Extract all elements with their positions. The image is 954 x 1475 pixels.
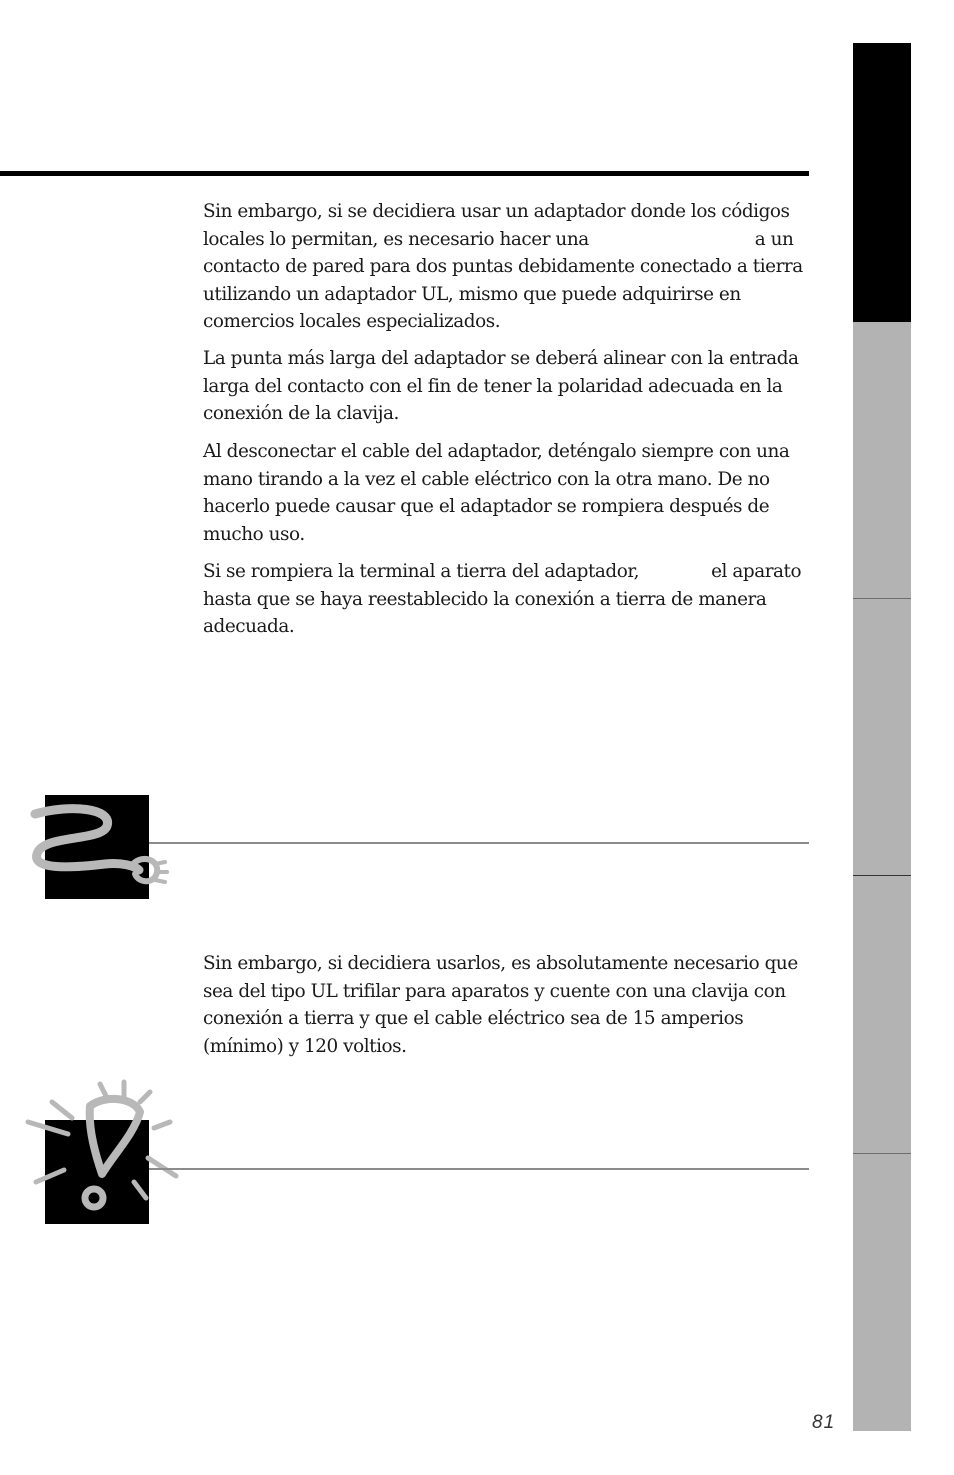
text-line: sea del tipo UL trifilar para aparatos y cuente con una clavija con xyxy=(203,980,786,1002)
text-line: utilizando un adaptador UL, mismo que puede adquirirse en xyxy=(203,283,741,305)
text-line: mano tirando a la vez el cable eléctrico con la otra mano. De no xyxy=(203,468,770,490)
section-tab-2 xyxy=(853,322,911,598)
text-line xyxy=(203,558,813,586)
extension-cord-paragraph xyxy=(203,950,813,1060)
section-tab-4 xyxy=(853,876,911,1153)
section-divider xyxy=(149,1168,809,1170)
text-line: hasta que se haya reestablecido la conexión a tierra de manera xyxy=(203,588,767,610)
adapter-paragraph xyxy=(203,198,813,336)
text-fragment: a un xyxy=(754,228,794,250)
text-line xyxy=(203,226,813,254)
ground-break-paragraph xyxy=(203,558,813,641)
text-line: Al desconectar el cable del adaptador, deténgalo siempre con una xyxy=(203,441,790,462)
section-tab-active xyxy=(853,43,911,322)
text-fragment: el aparato xyxy=(711,561,802,582)
page-number: 81 xyxy=(812,1412,836,1433)
text-line: larga del contacto con el fin de tener la polaridad adecuada en la xyxy=(203,375,783,397)
polarity-paragraph xyxy=(203,345,813,428)
text-line: Sin embargo, si se decidiera usar un adaptador donde los códigos xyxy=(203,201,790,222)
section-top-rule xyxy=(0,171,809,176)
text-line: hacerlo puede causar que el adaptador se rompiera después de xyxy=(203,496,770,518)
disconnect-paragraph xyxy=(203,438,813,548)
section-divider xyxy=(149,842,809,844)
text-line: conexión a tierra y que el cable eléctrico sea de 15 amperios xyxy=(203,1008,744,1030)
extension-cord-icon xyxy=(25,800,175,895)
text-fragment: Si se rompiera la terminal a tierra del adaptador, xyxy=(203,561,640,582)
text-line: conexión de la clavija. xyxy=(203,403,399,425)
text-line: adecuada. xyxy=(203,616,295,638)
text-line: (mínimo) y 120 voltios. xyxy=(203,1035,407,1057)
exclamation-icon xyxy=(22,1078,182,1220)
text-line: Sin embargo, si decidiera usarlos, es absolutamente necesario que xyxy=(203,953,798,974)
section-tab-3 xyxy=(853,599,911,875)
section-tab-5 xyxy=(853,1154,911,1431)
text-line: mucho uso. xyxy=(203,523,305,545)
text-line: comercios locales especializados. xyxy=(203,311,501,333)
text-line: La punta más larga del adaptador se deberá alinear con la entrada xyxy=(203,348,799,369)
text-fragment: locales lo permitan, es necesario hacer una xyxy=(203,228,589,250)
text-line: contacto de pared para dos puntas debidamente conectado a tierra xyxy=(203,256,803,278)
